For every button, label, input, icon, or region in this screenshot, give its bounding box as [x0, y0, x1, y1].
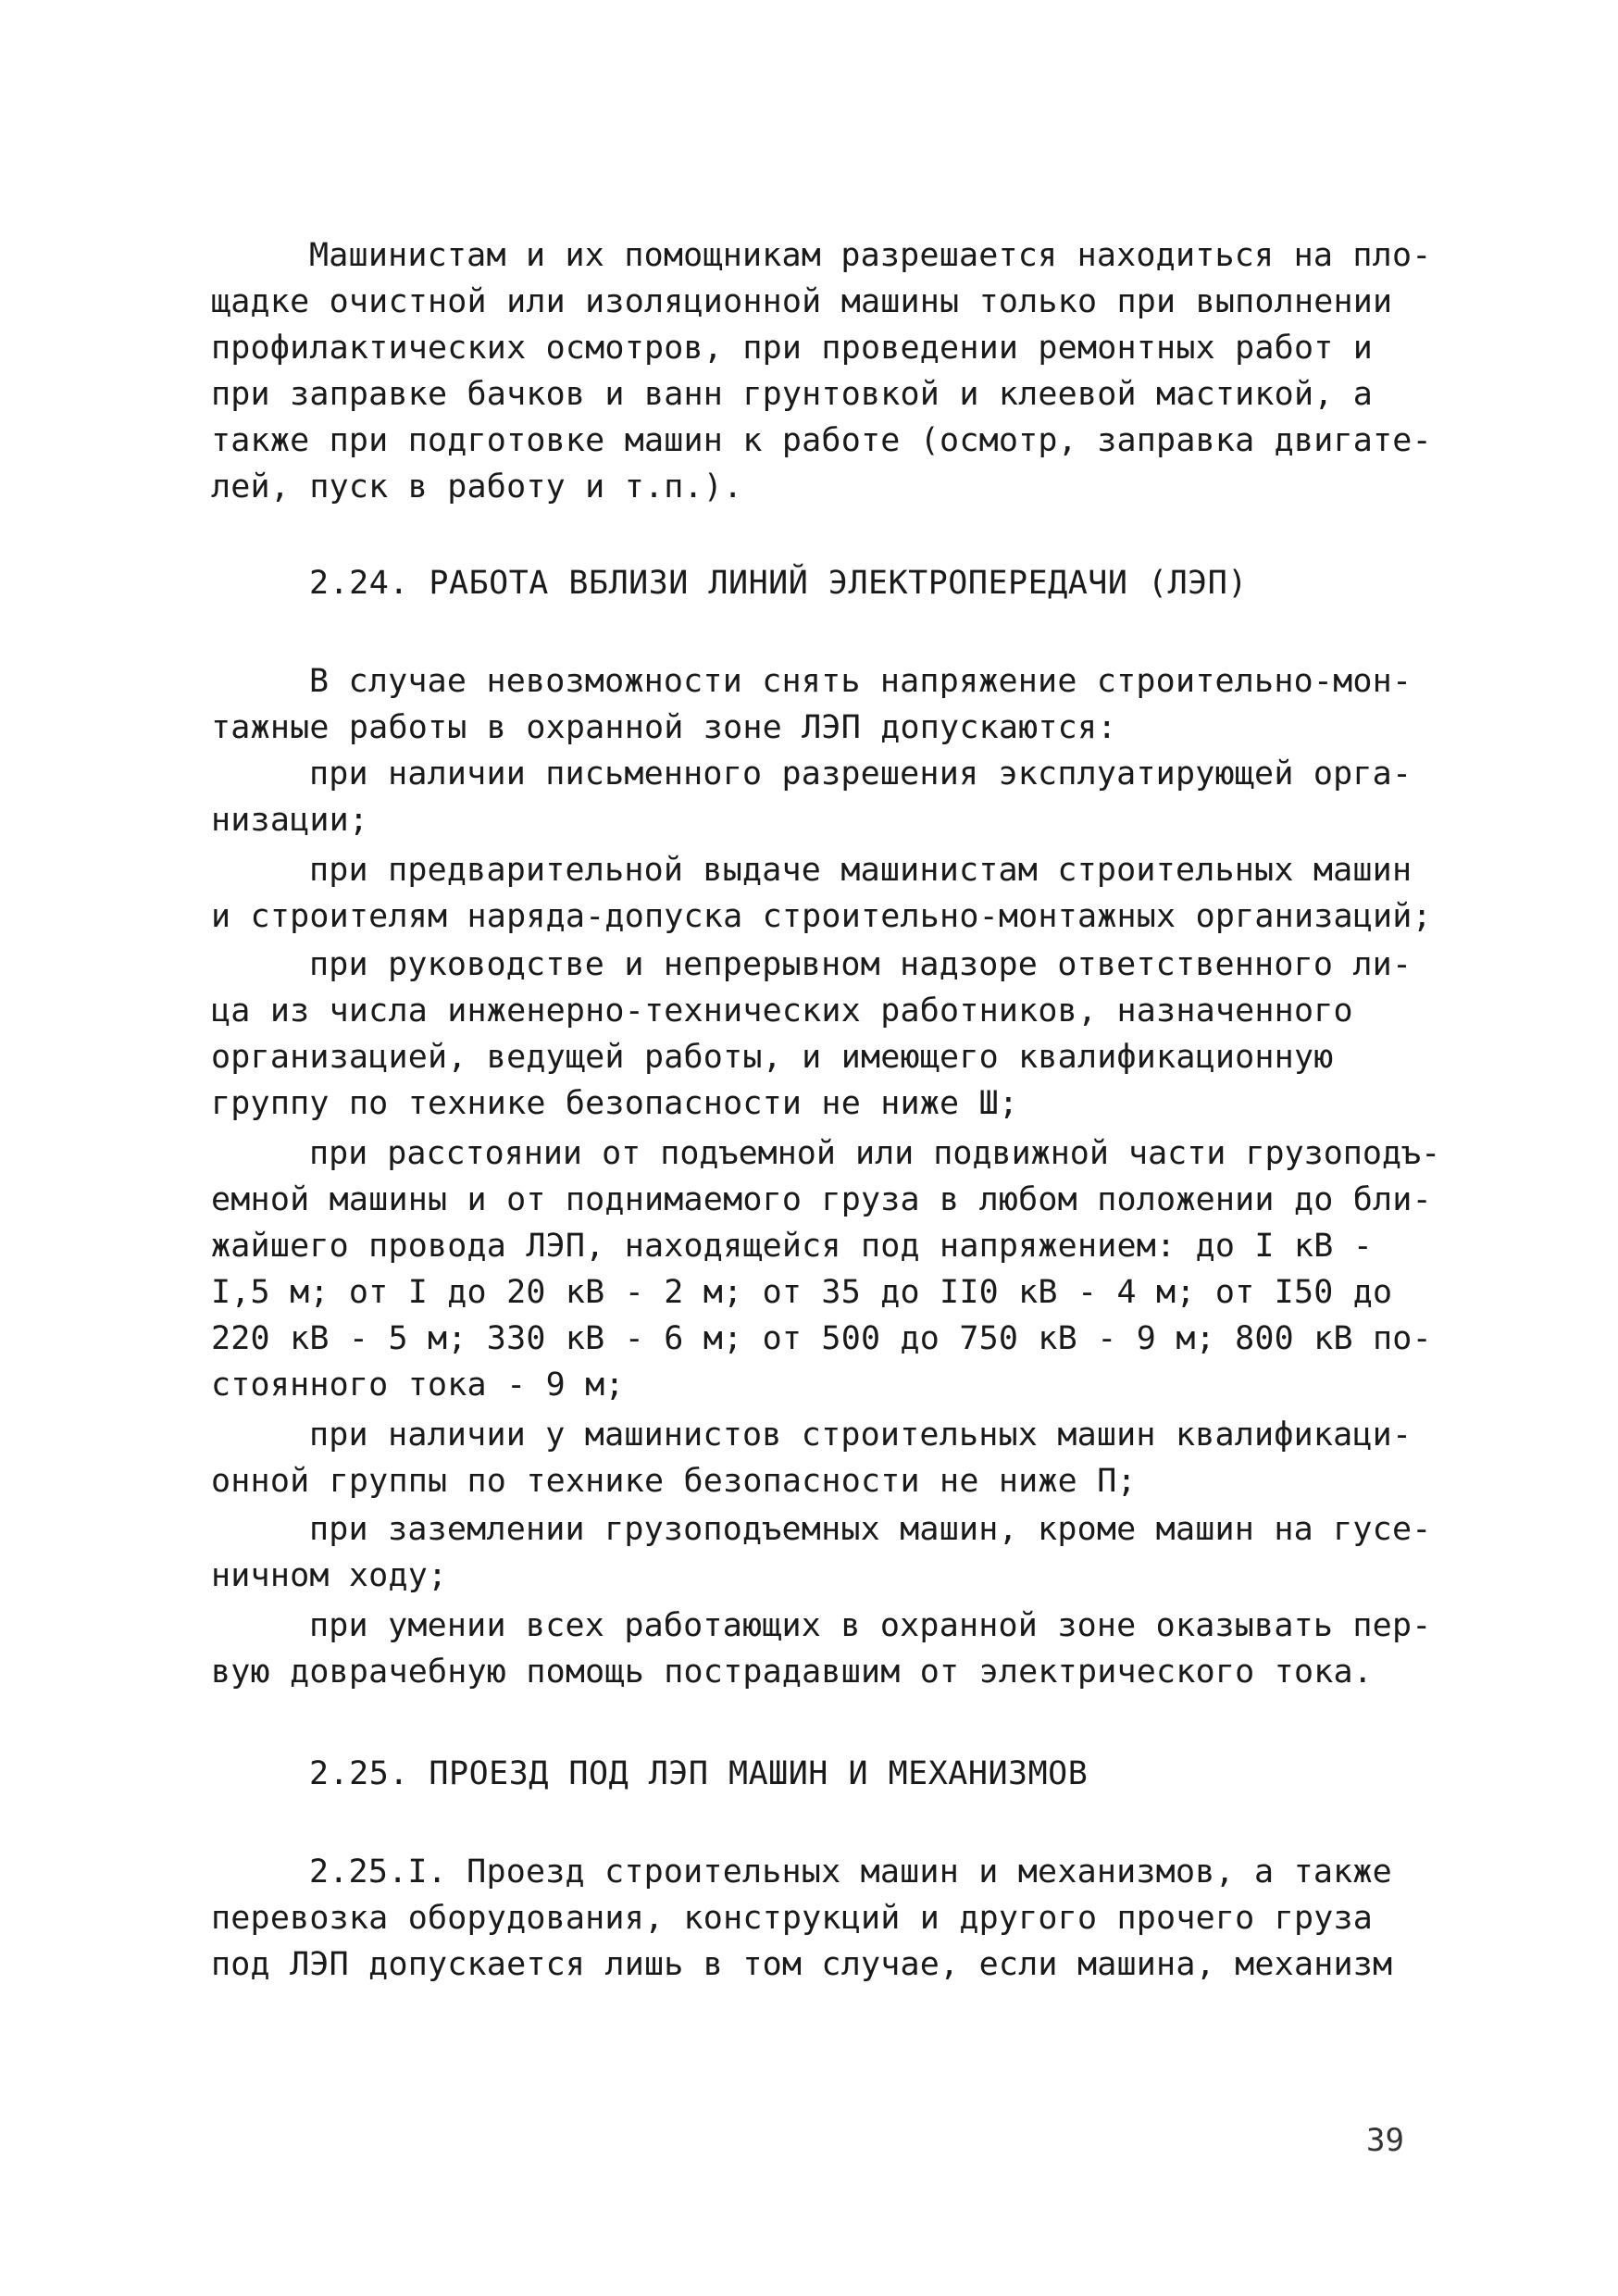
section-224-line-3: при наличии письменного разрешения эксплуатирующей орга- — [309, 755, 1413, 792]
intro-line-4: при заправке бачков и ванн грунтовкой и клеевой мастикой, а — [211, 376, 1374, 413]
section-224-line-15: 220 кВ - 5 м; 330 кВ - 6 м; от 500 до 750 кВ - 9 м; 800 кВ по- — [211, 1320, 1432, 1357]
section-224-line-11: при расстоянии от подъемной или подвижной части грузоподъ- — [309, 1135, 1441, 1172]
intro-line-2: щадке очистной или изоляционной машины только при выполнении — [211, 283, 1393, 320]
section-224-line-4: низации; — [211, 802, 369, 839]
section-2251-line-2: перевозка оборудования, конструкций и другого прочего груза — [211, 1900, 1374, 1937]
section-224-line-2: тажные работы в охранной зоне ЛЭП допускаются: — [211, 709, 1117, 746]
section-224-line-7: при руководстве и непрерывном надзоре ответственного ли- — [309, 946, 1413, 983]
section-224-line-5: при предварительной выдаче машинистам строительных машин — [309, 852, 1413, 889]
section-224-line-1: В случае невозможности снять напряжение строительно-мон- — [309, 663, 1413, 700]
section-224-line-8: ца из числа инженерно-технических работников, назначенного — [211, 992, 1353, 1029]
page-number: 39 — [1366, 2122, 1404, 2159]
section-heading-2-25: 2.25. ПРОЕЗД ПОД ЛЭП МАШИН И МЕХАНИЗМОВ — [309, 1755, 1089, 1792]
section-224-line-9: организацией, ведущей работы, и имеющего квалификационную — [211, 1039, 1334, 1076]
section-224-line-14: I,5 м; от I до 20 кВ - 2 м; от 35 до II0 кВ - 4 м; от I50 до — [211, 1274, 1393, 1311]
section-2251-line-3: под ЛЭП допускается лишь в том случае, если машина, механизм — [211, 1946, 1393, 1983]
section-224-line-17: при наличии у машинистов строительных машин квалификаци- — [309, 1416, 1413, 1454]
intro-line-3: профилактических осмотров, при проведении ремонтных работ и — [211, 330, 1374, 367]
section-224-line-13: жайшего провода ЛЭП, находящейся под напряжением: до I кВ - — [211, 1228, 1374, 1265]
section-heading-2-24: 2.24. РАБОТА ВБЛИЗИ ЛИНИЙ ЭЛЕКТРОПЕРЕДАЧИ (ЛЭП) — [309, 565, 1248, 602]
section-224-line-16: стоянного тока - 9 м; — [211, 1366, 625, 1404]
section-224-line-21: при умении всех работающих в охранной зоне оказывать пер- — [309, 1607, 1432, 1644]
section-224-line-10: группу по технике безопасности не ниже Ш; — [211, 1085, 1019, 1122]
section-224-line-18: онной группы по технике безопасности не ниже П; — [211, 1463, 1137, 1500]
intro-line-6: лей, пуск в работу и т.п.). — [211, 468, 743, 505]
intro-line-5: также при подготовке машин к работе (осмотр, заправка двигате- — [211, 422, 1432, 459]
section-224-line-20: ничном ходу; — [211, 1557, 448, 1594]
section-224-line-6: и строителям наряда-допуска строительно-монтажных организаций; — [211, 898, 1432, 935]
section-2251-line-1: 2.25.I. Проезд строительных машин и механизмов, а также — [309, 1853, 1392, 1890]
intro-line-1: Машинистам и их помощникам разрешается находиться на пло- — [309, 237, 1432, 274]
section-224-line-19: при заземлении грузоподъемных машин, кроме машин на гусе- — [309, 1511, 1432, 1548]
section-224-line-22: вую доврачебную помощь пострадавшим от электрического тока. — [211, 1653, 1374, 1691]
section-224-line-12: емной машины и от поднимаемого груза в любом положении до бли- — [211, 1181, 1432, 1218]
